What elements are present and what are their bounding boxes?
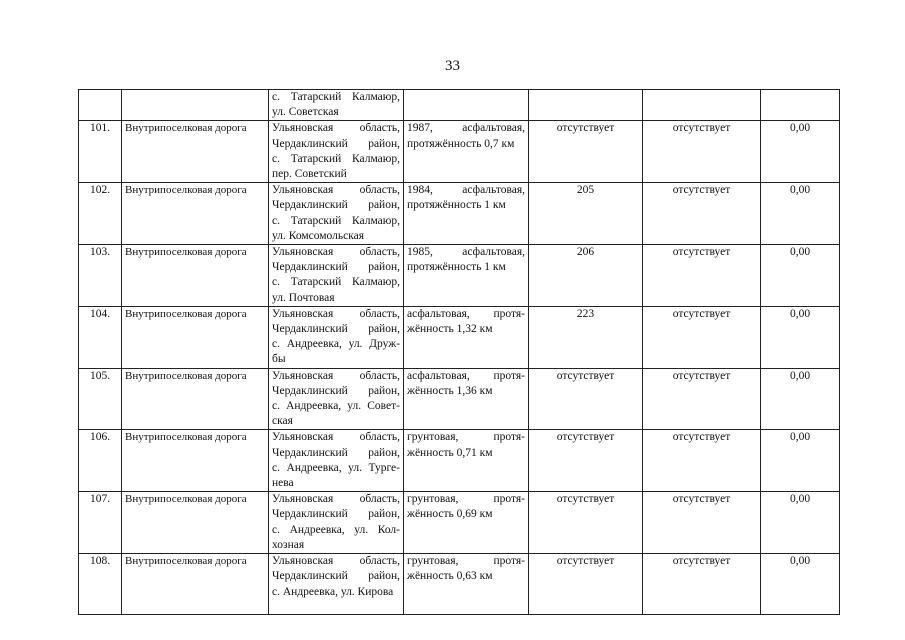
description-line: протяжённость 1 км	[407, 261, 506, 274]
page-number: 33	[445, 58, 460, 74]
cell-name	[122, 368, 269, 430]
table-row	[79, 368, 840, 430]
description-line: жённость 0,69 км	[407, 508, 493, 521]
table-row	[79, 430, 840, 492]
cell-address	[269, 245, 404, 307]
cell-encumbrance	[643, 306, 761, 368]
cell-value	[761, 306, 840, 368]
cell-encumbrance	[643, 430, 761, 492]
cell-address	[269, 430, 404, 492]
description-line: жённость 1,36 км	[407, 384, 493, 397]
value-amount: 0,00	[789, 493, 811, 506]
object-name: Внутрипоселковая дорога	[125, 307, 247, 320]
cell-cadastre	[529, 183, 643, 245]
address-line: Ульяновская область,	[272, 122, 400, 135]
row-number: 107.	[89, 493, 111, 506]
row-number: 105.	[89, 369, 111, 382]
cell-encumbrance	[643, 368, 761, 430]
cell-encumbrance	[643, 121, 761, 183]
cadastre-value: 206	[576, 246, 595, 259]
cell-cadastre	[529, 306, 643, 368]
row-number: 102.	[89, 184, 111, 197]
address-line: Ульяновская область,	[272, 493, 400, 506]
value-amount: 0,00	[789, 555, 811, 568]
object-name: Внутрипоселковая дорога	[125, 246, 247, 259]
address-line: Чердаклинский район,	[272, 446, 400, 459]
address-line: Чердаклинский район,	[272, 261, 400, 274]
address-line: Ульяновская область,	[272, 184, 400, 197]
cell-value	[761, 554, 840, 615]
value-amount: 0,00	[789, 307, 811, 320]
address-line: ул. Комсомольская	[272, 229, 365, 242]
encumbrance-value: отсутствует	[672, 493, 731, 506]
row-number: 104.	[89, 307, 111, 320]
address-line: нева	[272, 477, 294, 490]
encumbrance-value: отсутствует	[672, 307, 731, 320]
description-line: 1987, асфальтовая,	[407, 122, 525, 135]
value-amount: 0,00	[789, 122, 811, 135]
cell-name	[122, 554, 269, 615]
address-line: Ульяновская область,	[272, 555, 400, 568]
address-line: с. Татарский Калмаюр,	[272, 214, 400, 227]
address-line: ул. Советская	[272, 106, 339, 119]
cell-name	[122, 492, 269, 554]
cell-description	[404, 90, 529, 121]
table-row	[79, 183, 840, 245]
cadastre-value: отсутствует	[556, 122, 615, 135]
address-line: Чердаклинский район,	[272, 384, 400, 397]
address-line: с. Татарский Калмаюр,	[272, 276, 400, 289]
cell-address	[269, 306, 404, 368]
cell-number	[79, 368, 122, 430]
address-line: с. Андреевка, ул. Кирова	[272, 585, 394, 598]
encumbrance-value: отсутствует	[672, 122, 731, 135]
cell-address	[269, 90, 404, 121]
address-line: Чердаклинский район,	[272, 137, 400, 150]
address-line: Чердаклинский район,	[272, 508, 400, 521]
address-line: с. Андреевка, ул. Друж-	[272, 338, 400, 351]
cell-number	[79, 306, 122, 368]
cell-number	[79, 121, 122, 183]
address-line: ская	[272, 415, 293, 428]
description-line: протяжённость 1 км	[407, 199, 506, 212]
address-line: Ульяновская область,	[272, 246, 400, 259]
cell-address	[269, 554, 404, 615]
cadastre-value: 223	[576, 307, 595, 320]
cell-description	[404, 492, 529, 554]
cell-description	[404, 430, 529, 492]
table-row	[79, 121, 840, 183]
cell-cadastre	[529, 554, 643, 615]
value-amount: 0,00	[789, 184, 811, 197]
object-name: Внутрипоселковая дорога	[125, 369, 247, 382]
table-row	[79, 245, 840, 307]
address-line: Ульяновская область,	[272, 431, 400, 444]
cell-encumbrance	[643, 554, 761, 615]
description-line: жённость 0,63 км	[407, 570, 493, 583]
table-row	[79, 306, 840, 368]
cell-value	[761, 183, 840, 245]
address-line: Чердаклинский район,	[272, 199, 400, 212]
cell-number	[79, 245, 122, 307]
cell-cadastre	[529, 245, 643, 307]
address-line: Чердаклинский район,	[272, 323, 400, 336]
row-number: 106.	[89, 431, 111, 444]
cell-address	[269, 492, 404, 554]
cell-encumbrance	[643, 90, 761, 121]
cell-name	[122, 306, 269, 368]
object-name: Внутрипоселковая дорога	[125, 555, 247, 568]
table-row	[79, 492, 840, 554]
description-line: 1984, асфальтовая,	[407, 184, 525, 197]
continuation-row	[79, 90, 840, 121]
address-line: с. Андреевка, ул. Турге-	[272, 461, 400, 474]
encumbrance-value: отсутствует	[672, 246, 731, 259]
cell-name	[122, 90, 269, 121]
description-line: протяжённость 0,7 км	[407, 137, 515, 150]
cell-description	[404, 121, 529, 183]
cell-cadastre	[529, 492, 643, 554]
cell-description	[404, 368, 529, 430]
cell-value	[761, 492, 840, 554]
cell-cadastre	[529, 90, 643, 121]
address-line: Чердаклинский район,	[272, 570, 400, 583]
address-line: с. Татарский Калмаюр,	[272, 91, 400, 103]
row-number: 103.	[89, 246, 111, 259]
address-line: Ульяновская область,	[272, 369, 400, 382]
cell-address	[269, 121, 404, 183]
table-row	[79, 554, 840, 615]
cadastre-value: отсутствует	[556, 431, 615, 444]
description-line: жённость 1,32 км	[407, 323, 493, 336]
description-line: 1985, асфальтовая,	[407, 246, 525, 259]
address-line: с. Андреевка, ул. Кол-	[272, 523, 400, 536]
value-amount: 0,00	[789, 369, 811, 382]
cell-number	[79, 430, 122, 492]
address-line: с. Татарский Калмаюр,	[272, 152, 400, 165]
encumbrance-value: отсутствует	[672, 555, 731, 568]
description-line: асфальтовая, протя-	[407, 369, 525, 382]
cadastre-value: 205	[576, 184, 595, 197]
cell-number	[79, 183, 122, 245]
encumbrance-value: отсутствует	[672, 369, 731, 382]
property-registry-table	[78, 89, 840, 615]
cell-cadastre	[529, 430, 643, 492]
object-name: Внутрипоселковая дорога	[125, 493, 247, 506]
cell-name	[122, 121, 269, 183]
description-line: грунтовая, протя-	[407, 493, 525, 506]
cell-description	[404, 183, 529, 245]
cell-description	[404, 554, 529, 615]
cell-encumbrance	[643, 492, 761, 554]
encumbrance-value: отсутствует	[672, 184, 731, 197]
address-line: пер. Советский	[272, 168, 347, 181]
cell-encumbrance	[643, 183, 761, 245]
description-line: грунтовая, протя-	[407, 555, 525, 568]
cell-address	[269, 183, 404, 245]
value-amount: 0,00	[789, 431, 811, 444]
address-line: ул. Почтовая	[272, 291, 335, 304]
cell-description	[404, 245, 529, 307]
description-line: грунтовая, протя-	[407, 431, 525, 444]
encumbrance-value: отсутствует	[672, 431, 731, 444]
cadastre-value: отсутствует	[556, 369, 615, 382]
address-line: бы	[272, 353, 286, 366]
address-line: Ульяновская область,	[272, 307, 400, 320]
row-number: 108.	[89, 555, 111, 568]
cell-number	[79, 492, 122, 554]
address-line: с. Андреевка, ул. Совет-	[272, 400, 400, 413]
object-name: Внутрипоселковая дорога	[125, 431, 247, 444]
cell-address	[269, 368, 404, 430]
cell-cadastre	[529, 121, 643, 183]
description-line: асфальтовая, протя-	[407, 307, 525, 320]
address-line: хозная	[272, 538, 305, 551]
row-number: 101.	[89, 122, 111, 135]
cadastre-value: отсутствует	[556, 555, 615, 568]
description-line: жённость 0,71 км	[407, 446, 493, 459]
cell-encumbrance	[643, 245, 761, 307]
cell-name	[122, 245, 269, 307]
cell-number	[79, 554, 122, 615]
cell-number	[79, 90, 122, 121]
cell-value	[761, 430, 840, 492]
cell-value	[761, 368, 840, 430]
cell-name	[122, 183, 269, 245]
cell-value	[761, 90, 840, 121]
value-amount: 0,00	[789, 246, 811, 259]
cell-name	[122, 430, 269, 492]
cell-description	[404, 306, 529, 368]
object-name: Внутрипоселковая дорога	[125, 184, 247, 197]
cadastre-value: отсутствует	[556, 493, 615, 506]
object-name: Внутрипоселковая дорога	[125, 122, 247, 135]
cell-cadastre	[529, 368, 643, 430]
cell-value	[761, 121, 840, 183]
cell-value	[761, 245, 840, 307]
